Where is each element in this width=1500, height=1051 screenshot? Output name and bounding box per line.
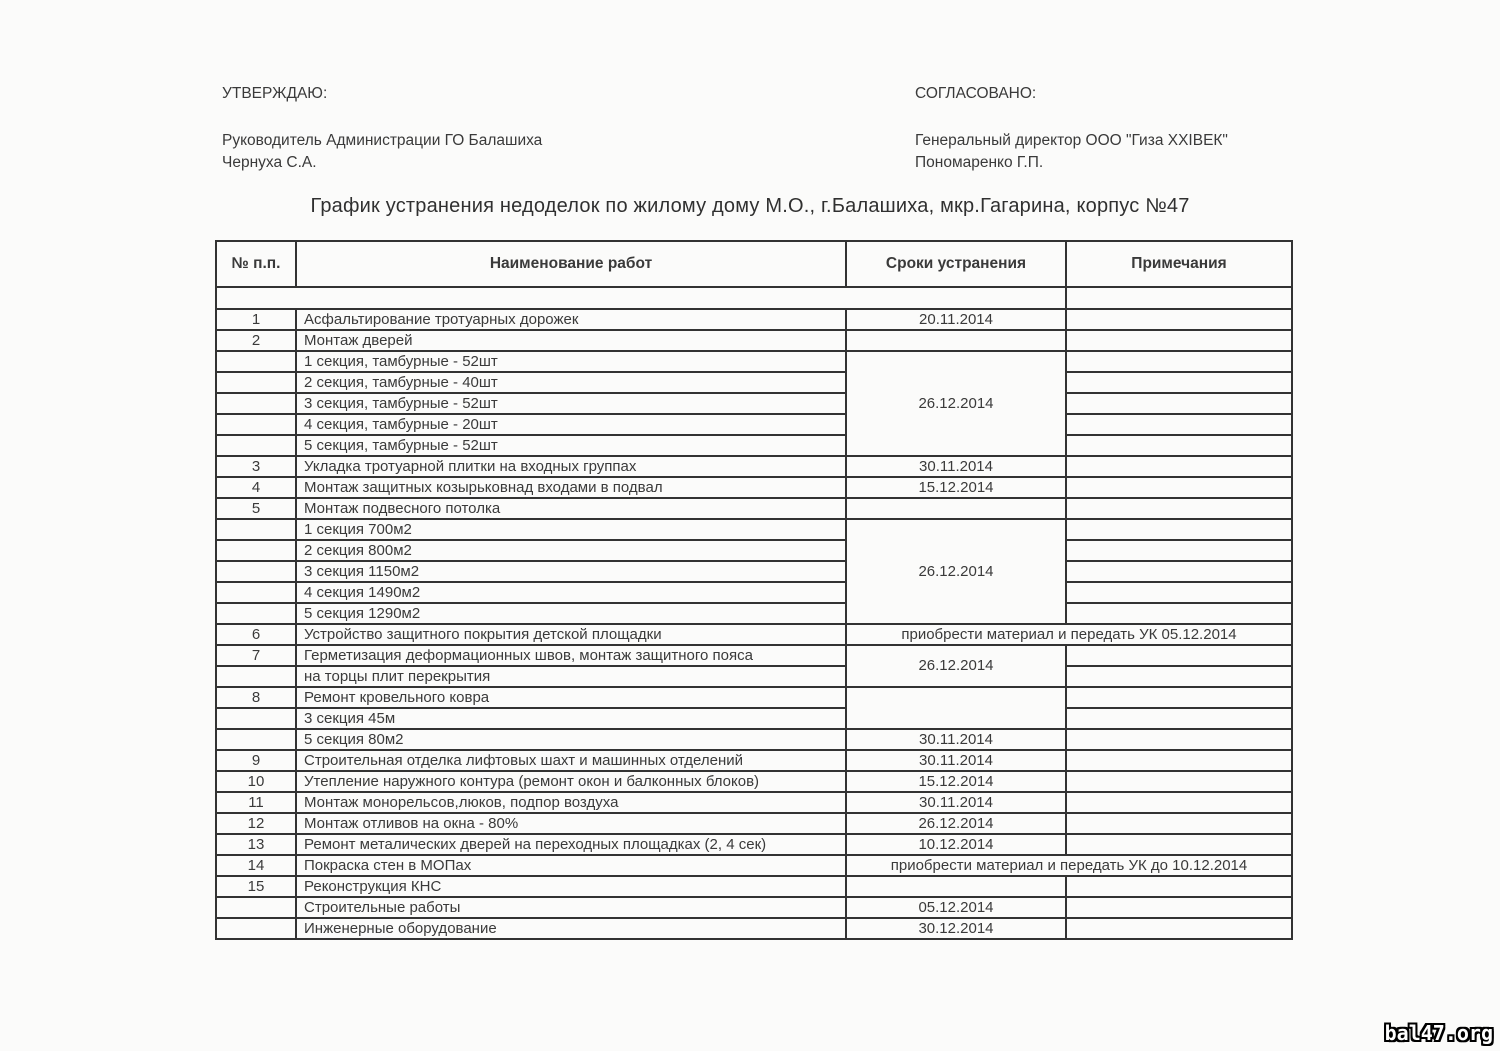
row-number-cell <box>216 372 296 393</box>
note-cell <box>1066 372 1292 393</box>
spacer-row <box>216 287 1292 309</box>
table-row <box>216 855 1292 876</box>
term-cell <box>846 330 1066 351</box>
note-cell <box>1066 897 1292 918</box>
row-number-cell: 1 <box>216 309 296 330</box>
table-row <box>216 309 1292 330</box>
note-cell <box>1066 687 1292 708</box>
row-number-cell: 5 <box>216 498 296 519</box>
table-row <box>216 813 1292 834</box>
note-cell <box>1066 498 1292 519</box>
approve-label: УТВЕРЖДАЮ: <box>222 85 328 102</box>
spacer-note-cell <box>1066 287 1292 309</box>
document-title: График устранения недоделок по жилому дому М.О., г.Балашиха, мкр.Гагарина, корпус №47 <box>310 195 1190 217</box>
table-row <box>216 435 1292 456</box>
work-name-cell: 4 секция 1490м2 <box>296 582 846 603</box>
note-cell <box>1066 708 1292 729</box>
table-row <box>216 792 1292 813</box>
table-row <box>216 561 1292 582</box>
term-cell: 26.12.2014 <box>846 813 1066 834</box>
work-name-cell: на торцы плит перекрытия <box>296 666 846 687</box>
term-cell: 15.12.2014 <box>846 771 1066 792</box>
note-cell <box>1066 351 1292 372</box>
table-row <box>216 876 1292 897</box>
table-row <box>216 519 1292 540</box>
approve-position-line: Руководитель Администрации ГО Балашиха <box>222 132 543 149</box>
approve-block <box>222 85 542 174</box>
term-cell: 30.12.2014 <box>846 918 1066 939</box>
table-row <box>216 456 1292 477</box>
row-number-cell <box>216 897 296 918</box>
agree-block <box>915 85 1228 174</box>
note-cell <box>1066 330 1292 351</box>
row-number-cell: 7 <box>216 645 296 666</box>
term-cell: 30.11.2014 <box>846 729 1066 750</box>
table-row <box>216 729 1292 750</box>
term-cell <box>846 876 1066 897</box>
row-number-cell <box>216 414 296 435</box>
work-name-cell: Покраска стен в МОПах <box>296 855 846 876</box>
row-number-cell <box>216 918 296 939</box>
row-number-cell: 12 <box>216 813 296 834</box>
work-name-cell: 3 секция 1150м2 <box>296 561 846 582</box>
term-cell: 30.11.2014 <box>846 456 1066 477</box>
row-number-cell <box>216 603 296 624</box>
term-cell: 15.12.2014 <box>846 477 1066 498</box>
note-cell <box>1066 645 1292 666</box>
term-cell <box>846 687 1066 729</box>
term-cell: 30.11.2014 <box>846 792 1066 813</box>
term-cell: 26.12.2014 <box>846 351 1066 456</box>
table-row <box>216 918 1292 939</box>
agree-signer-line: Пономаренко Г.П. <box>915 154 1044 171</box>
note-cell <box>1066 771 1292 792</box>
table-row <box>216 477 1292 498</box>
note-cell <box>1066 750 1292 771</box>
work-name-cell: Монтаж защитных козырьковнад входами в подвал <box>296 477 846 498</box>
work-name-cell: Герметизация деформационных швов, монтаж защитного пояса <box>296 645 846 666</box>
work-name-cell: 1 секция, тамбурные - 52шт <box>296 351 846 372</box>
term-cell: 20.11.2014 <box>846 309 1066 330</box>
term-cell: 05.12.2014 <box>846 897 1066 918</box>
term-cell: 30.11.2014 <box>846 750 1066 771</box>
row-number-cell: 11 <box>216 792 296 813</box>
work-name-cell: 1 секция 700м2 <box>296 519 846 540</box>
note-cell <box>1066 792 1292 813</box>
row-number-cell: 10 <box>216 771 296 792</box>
header-term: Сроки устранения <box>846 241 1066 287</box>
row-number-cell <box>216 666 296 687</box>
work-name-cell: Монтаж монорельсов,люков, подпор воздуха <box>296 792 846 813</box>
note-cell <box>1066 834 1292 855</box>
row-number-cell: 14 <box>216 855 296 876</box>
table-row <box>216 666 1292 687</box>
term-cell <box>846 498 1066 519</box>
watermark: bal47.org <box>1384 1021 1493 1045</box>
row-number-cell: 6 <box>216 624 296 645</box>
note-cell <box>1066 393 1292 414</box>
work-name-cell: 5 секция 1290м2 <box>296 603 846 624</box>
row-number-cell: 9 <box>216 750 296 771</box>
table-row <box>216 393 1292 414</box>
work-name-cell: 3 секция, тамбурные - 52шт <box>296 393 846 414</box>
work-name-cell: Ремонт кровельного ковра <box>296 687 846 708</box>
note-cell <box>1066 309 1292 330</box>
row-number-cell <box>216 435 296 456</box>
work-name-cell: Укладка тротуарной плитки на входных группах <box>296 456 846 477</box>
spacer-cell <box>216 287 1066 309</box>
work-name-cell: Монтаж подвесного потолка <box>296 498 846 519</box>
row-number-cell: 4 <box>216 477 296 498</box>
note-cell <box>1066 435 1292 456</box>
row-number-cell: 2 <box>216 330 296 351</box>
table-row <box>216 645 1292 666</box>
table-row <box>216 687 1292 708</box>
note-cell <box>1066 603 1292 624</box>
table-row <box>216 834 1292 855</box>
work-name-cell: Строительные работы <box>296 897 846 918</box>
note-cell <box>1066 477 1292 498</box>
row-number-cell <box>216 351 296 372</box>
table-row <box>216 750 1292 771</box>
work-name-cell: Монтаж отливов на окна - 80% <box>296 813 846 834</box>
row-number-cell: 8 <box>216 687 296 708</box>
term-note-merged-cell: приобрести материал и передать УК 05.12.2014 <box>846 624 1292 645</box>
row-number-cell <box>216 729 296 750</box>
table-row <box>216 351 1292 372</box>
row-number-cell <box>216 393 296 414</box>
table-row <box>216 603 1292 624</box>
row-number-cell <box>216 582 296 603</box>
row-number-cell <box>216 708 296 729</box>
work-name-cell: 4 секция, тамбурные - 20шт <box>296 414 846 435</box>
row-number-cell: 3 <box>216 456 296 477</box>
work-name-cell: Инженерные оборудование <box>296 918 846 939</box>
note-cell <box>1066 918 1292 939</box>
table-row <box>216 624 1292 645</box>
note-cell <box>1066 561 1292 582</box>
table-row <box>216 540 1292 561</box>
term-cell: 10.12.2014 <box>846 834 1066 855</box>
work-name-cell: Устройство защитного покрытия детской площадки <box>296 624 846 645</box>
work-name-cell: 3 секция 45м <box>296 708 846 729</box>
table-row <box>216 498 1292 519</box>
table-row <box>216 330 1292 351</box>
table-row <box>216 708 1292 729</box>
header-row-number: № п.п. <box>216 241 296 287</box>
schedule-table <box>215 240 1293 940</box>
row-number-cell <box>216 540 296 561</box>
work-name-cell: Строительная отделка лифтовых шахт и машинных отделений <box>296 750 846 771</box>
term-cell: 26.12.2014 <box>846 645 1066 687</box>
work-name-cell: Реконструкция КНС <box>296 876 846 897</box>
table-row <box>216 414 1292 435</box>
work-name-cell: 5 секция 80м2 <box>296 729 846 750</box>
row-number-cell: 13 <box>216 834 296 855</box>
row-number-cell <box>216 561 296 582</box>
row-number-cell <box>216 519 296 540</box>
approve-signer-line: Чернуха С.А. <box>222 154 317 171</box>
term-cell: 26.12.2014 <box>846 519 1066 624</box>
header-work-name: Наименование работ <box>296 241 846 287</box>
work-name-cell: 2 секция 800м2 <box>296 540 846 561</box>
note-cell <box>1066 813 1292 834</box>
work-name-cell: Ремонт металических дверей на переходных площадках (2, 4 сек) <box>296 834 846 855</box>
note-cell <box>1066 666 1292 687</box>
note-cell <box>1066 519 1292 540</box>
work-name-cell: Асфальтирование тротуарных дорожек <box>296 309 846 330</box>
note-cell <box>1066 582 1292 603</box>
note-cell <box>1066 540 1292 561</box>
work-name-cell: 5 секция, тамбурные - 52шт <box>296 435 846 456</box>
header-notes: Примечания <box>1066 241 1292 287</box>
table-row <box>216 582 1292 603</box>
agree-position-line: Генеральный директор ООО "Гиза XXIВЕК" <box>915 132 1228 149</box>
table-header-row <box>216 241 1292 287</box>
work-name-cell: Монтаж дверей <box>296 330 846 351</box>
note-cell <box>1066 456 1292 477</box>
table-row <box>216 771 1292 792</box>
work-name-cell: Утепление наружного контура (ремонт окон и балконных блоков) <box>296 771 846 792</box>
row-number-cell: 15 <box>216 876 296 897</box>
table-row <box>216 897 1292 918</box>
note-cell <box>1066 876 1292 897</box>
agree-label: СОГЛАСОВАНО: <box>915 85 1037 102</box>
table-row <box>216 372 1292 393</box>
term-note-merged-cell: приобрести материал и передать УК до 10.12.2014 <box>846 855 1292 876</box>
note-cell <box>1066 729 1292 750</box>
work-name-cell: 2 секция, тамбурные - 40шт <box>296 372 846 393</box>
note-cell <box>1066 414 1292 435</box>
